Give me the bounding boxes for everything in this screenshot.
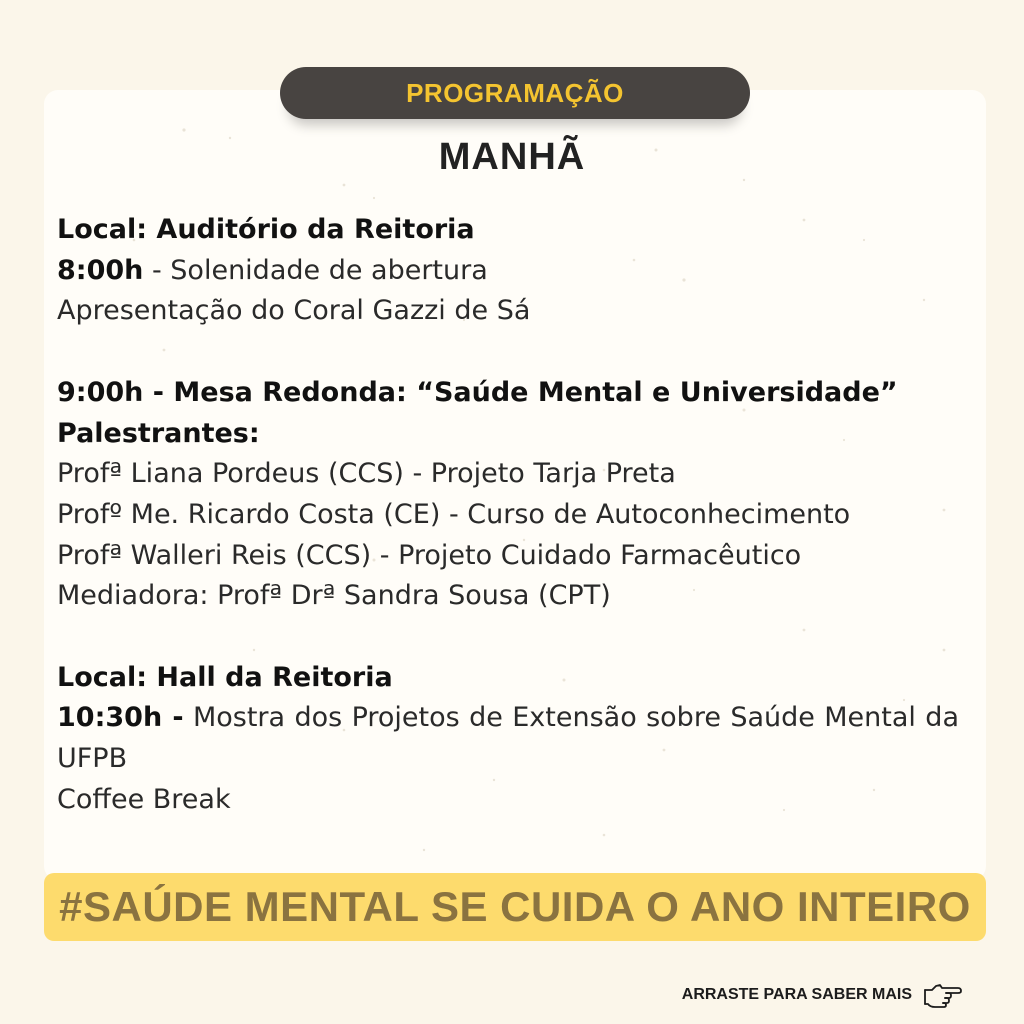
section-label-pill <box>280 67 750 119</box>
block3-title: Mostra dos Projetos de Extensão sobre Saúde Mental da UFPB <box>57 702 959 775</box>
spacer <box>57 617 959 658</box>
period-title: MANHÃ <box>438 136 586 178</box>
hashtag-text: #SAÚDE MENTAL SE CUIDA O ANO INTEIRO <box>59 883 971 930</box>
section-label: PROGRAMAÇÃO <box>406 77 624 108</box>
block1-title: - Solenidade de abertura <box>143 254 488 286</box>
schedule-content <box>57 210 959 821</box>
block1-line2: Apresentação do Coral Gazzi de Sá <box>57 295 531 327</box>
speaker-item: Profª Walleri Reis (CCS) - Projeto Cuidado Farmacêutico <box>57 539 802 571</box>
block1-time: 8:00h <box>57 254 144 286</box>
pointing-hand-icon <box>922 980 962 1010</box>
block3-local: Local: Hall da Reitoria <box>57 661 393 693</box>
speaker-item: Profº Me. Ricardo Costa (CE) - Curso de Autoconhecimento <box>57 498 851 530</box>
swipe-hint[interactable] <box>682 980 962 1010</box>
hashtag-banner <box>44 873 986 941</box>
speaker-item: Mediadora: Profª Drª Sandra Sousa (CPT) <box>57 580 611 612</box>
block3-time: 10:30h - <box>57 702 184 734</box>
block1-local: Local: Auditório da Reitoria <box>57 214 475 245</box>
speaker-item: Profª Liana Pordeus (CCS) - Projeto Tarja Preta <box>57 458 676 490</box>
swipe-hint-text: ARRASTE PARA SABER MAIS <box>681 986 912 1003</box>
block3-line2: Coffee Break <box>57 783 231 815</box>
spacer <box>57 332 959 373</box>
block1-event <box>57 251 959 292</box>
block2-speakers-label: Palestrantes: <box>57 417 260 449</box>
block2-heading: 9:00h - Mesa Redonda: “Saúde Mental e Universidade” <box>57 376 898 408</box>
block3-event <box>57 698 959 779</box>
